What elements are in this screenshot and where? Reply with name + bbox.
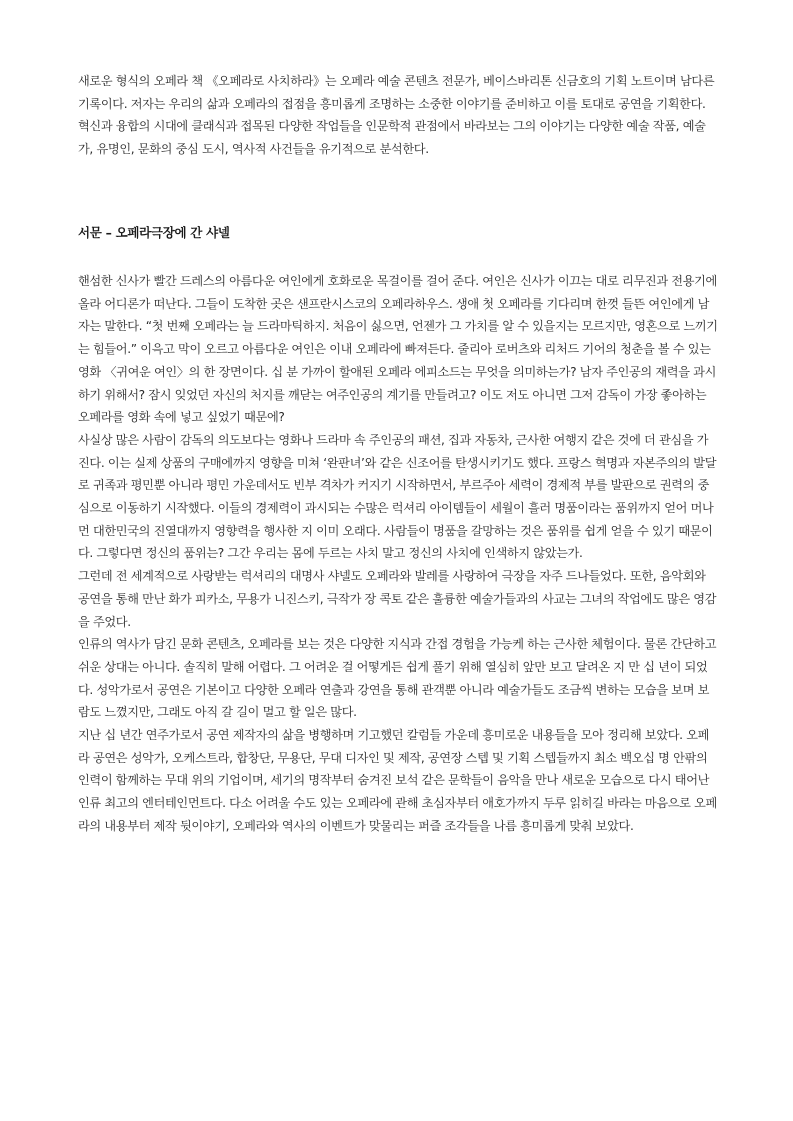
body-paragraph-3: 그런데 전 세계적으로 사랑받는 럭셔리의 대명사 샤넬도 오페라와 발레를 사랑하여 극장을 자주 드나들었다. 또한, 음악회와 공연을 통해 만난 화가 피카소, 무용가 니진스키, 극작가 장 콕토 같은 훌륭한 예술가들과의 사교는 그녀의 작업에도 많은 영감을 주었다. (78, 569, 717, 629)
section-title: 서문 – 오페라극장에 간 샤넬 (78, 225, 230, 240)
body-paragraph-1: 핸섬한 신사가 빨간 드레스의 아름다운 여인에게 호화로운 목걸이를 걸어 준다. 여인은 신사가 이끄는 대로 리무진과 전용기에 올라 어디론가 떠난다. 그들이 도착한 곳은 샌프란시스코의 오페라하우스. 생애 첫 오페라를 기다리며 한껏 들뜬 여인에게 남자는 말한다. “첫 번째 오페라는 늘 드라마틱하지. 처음이 싫으면, 언젠가 그 가치를 알 수 있을지는 모르지만, 영혼으로 느끼기는 힘들어.” 이윽고 막이 오르고 아름다운 여인은 이내 오페라에 빠져든다. 줄리아 로버츠와 리처드 기어의 청춘을 볼 수 있는 영화 〈귀여운 여인〉의 한 장면이다. 십 분 가까이 할애된 오페라 에피소드는 무엇을 의미하는가? 남자 주인공의 재력을 과시하기 위해서? 잠시 잊었던 자신의 처지를 깨닫는 여주인공의 계기를 만들려고? 이도 저도 아니면 그저 감독이 가장 좋아하는 오페라를 영화 속에 넣고 싶었기 때문에? (78, 274, 718, 425)
body-paragraph-2: 사실상 많은 사람이 감독의 의도보다는 영화나 드라마 속 주인공의 패션, 집과 자동차, 근사한 여행지 같은 것에 더 관심을 가진다. 이는 실제 상품의 구매에까지 영향을 미쳐 ‘완판녀’와 같은 신조어를 탄생시키기도 했다. 프랑스 혁명과 자본주의의 발달로 귀족과 평민뿐 아니라 평민 가운데서도 빈부 격차가 커지기 시작하면서, 부르주아 세력이 경제적 부를 발판으로 권력의 중심으로 이동하기 시작했다. 이들의 경제력이 과시되는 수많은 럭셔리 아이템들이 세월이 흘러 명품이라는 품위까지 얻어 머나먼 대한민국의 진열대까지 영향력을 행사한 지 이미 오래다. 사람들이 명품을 갈망하는 것은 품위를 쉽게 얻을 수 있기 때문이다. 그렇다면 정신의 품위는? 그간 우리는 몸에 두르는 사치 말고 정신의 사치에 인색하지 않았는가. (78, 432, 717, 561)
intro-paragraph: 새로운 형식의 오페라 책 《오페라로 사치하라》는 오페라 예술 콘텐츠 전문가, 베이스바리톤 신금호의 기획 노트이며 남다른 기록이다. 저자는 우리의 삶과 오페라의 접점을 흥미롭게 조명하는 소중한 이야기를 준비하고 이를 토대로 공연을 기획한다. 혁신과 융합의 시대에 클래식과 접목된 다양한 작업들을 인문학적 관점에서 바라보는 그의 이야기는 다양한 예술 작품, 예술가, 유명인, 문화의 중심 도시, 역사적 사건들을 유기적으로 분석한다. (78, 74, 715, 157)
body-paragraph-5: 지난 십 년간 연주가로서 공연 제작자의 삶을 병행하며 기고했던 칼럼들 가운데 흥미로운 내용들을 모아 정리해 보았다. 오페라 공연은 성악가, 오케스트라, 합창단, 무용단, 무대 디자인 및 제작, 공연장 스텝 및 기획 스텝들까지 최소 백오십 명 안팎의 인력이 함께하는 무대 위의 기업이며, 세기의 명작부터 숨겨진 보석 같은 문학들이 음악을 만나 새로운 모습으로 다시 태어난 인류 최고의 엔터테인먼트다. 다소 어려울 수도 있는 오페라에 관해 초심자부터 애호가까지 두루 읽히길 바라는 마음으로 오페라의 내용부터 제작 뒷이야기, 오페라와 역사의 이벤트가 맞물리는 퍼즐 조각들을 나름 흥미롭게 맞춰 보았다. (78, 728, 717, 833)
body-text (78, 270, 718, 838)
body-paragraph-4: 인류의 역사가 담긴 문화 콘텐츠, 오페라를 보는 것은 다양한 지식과 간접 경험을 가능케 하는 근사한 체험이다. 물론 간단하고 쉬운 상대는 아니다. 솔직히 말해 어렵다. 그 어려운 걸 어떻게든 쉽게 풀기 위해 열심히 앞만 보고 달려온 지 만 십 년이 되었다. 성악가로서 공연은 기본이고 다양한 오페라 연출과 강연을 통해 관객뿐 아니라 예술가들도 조금씩 변하는 모습을 보며 보람도 느꼈지만, 그래도 아직 갈 길이 멀고 할 일은 많다. (78, 637, 717, 720)
